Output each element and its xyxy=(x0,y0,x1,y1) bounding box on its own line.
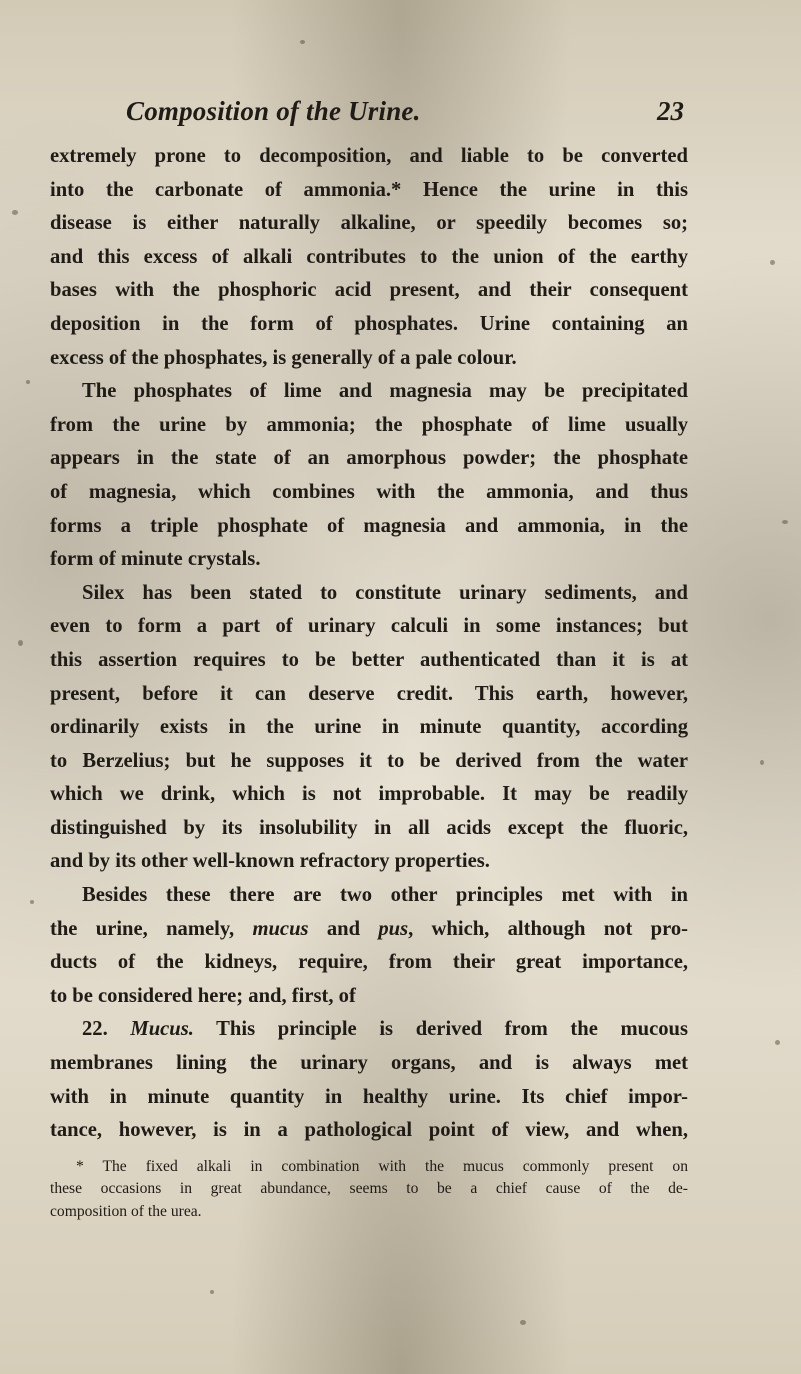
text-line: deposition in the form of phosphates. Urine containing an xyxy=(50,312,688,335)
page-header xyxy=(126,96,684,136)
italic-term-pus: pus xyxy=(378,917,409,940)
foxing-speck xyxy=(12,210,18,215)
text-line: even to form a part of urinary calculi in some instances; but xyxy=(50,615,688,638)
text-line: excess of the phosphates, is generally of a pale colour. xyxy=(50,346,517,369)
foxing-speck xyxy=(775,1040,780,1045)
text-line: with in minute quantity in healthy urine. Its chief impor- xyxy=(50,1085,688,1108)
text-line: present, before it can deserve credit. This earth, however, xyxy=(50,682,688,705)
foxing-speck xyxy=(30,900,34,904)
italic-term-mucus: mucus xyxy=(252,917,309,940)
running-title: Composition of the Urine. xyxy=(126,96,421,126)
text-line: disease is either naturally alkaline, or speedily becomes so; xyxy=(50,212,688,235)
foxing-speck xyxy=(210,1290,214,1294)
foxing-speck xyxy=(300,40,305,44)
footnote-line: these occasions in great abundance, seems to be a chief cause of the de- xyxy=(50,1180,688,1198)
text-line: ordinarily exists in the urine in minute quantity, according xyxy=(50,716,688,739)
footnote-line: composition of the urea. xyxy=(50,1202,202,1220)
section-number: 22. xyxy=(82,1018,131,1041)
text-line: and by its other well-known refractory properties. xyxy=(50,850,490,873)
text-line xyxy=(50,1013,688,1047)
page-number: 23 xyxy=(657,96,684,126)
text-line: ducts of the kidneys, require, from their great importance, xyxy=(50,951,688,974)
text-line: bases with the phosphoric acid present, and their consequent xyxy=(50,279,688,302)
footnote-line: * The fixed alkali in combination with the mucus commonly present on xyxy=(76,1157,688,1175)
text-line: into the carbonate of ammonia.* Hence the urine in this xyxy=(50,178,688,201)
foxing-speck xyxy=(760,760,764,765)
text-line: of magnesia, which combines with the ammonia, and thus xyxy=(50,480,688,503)
text-run: , which, although not pro- xyxy=(408,917,688,940)
section-heading: Mucus. xyxy=(130,1018,194,1041)
text-line: and this excess of alkali contributes to the union of the earthy xyxy=(50,245,688,268)
footnote-gap xyxy=(50,1148,688,1156)
foxing-speck xyxy=(26,380,30,384)
foxing-speck xyxy=(18,640,23,646)
text-line: forms a triple phosphate of magnesia and ammonia, in the xyxy=(50,514,688,537)
text-line: extremely prone to decomposition, and liable to be converted xyxy=(50,145,688,167)
text-run: and xyxy=(308,917,379,940)
text-line: appears in the state of an amorphous powder; the phosphate xyxy=(50,447,688,470)
text-line: Silex has been stated to constitute urinary sediments, and xyxy=(82,581,688,604)
body-text xyxy=(50,140,688,1223)
text-line: Besides these there are two other principles met with in xyxy=(82,884,688,907)
text-line: to be considered here; and, first, of xyxy=(50,984,356,1007)
foxing-speck xyxy=(520,1320,526,1325)
text-line: this assertion requires to be better authenticated than it is at xyxy=(50,648,688,671)
text-line: form of minute crystals. xyxy=(50,548,261,571)
text-line: The phosphates of lime and magnesia may be precipitated xyxy=(82,380,688,403)
foxing-speck xyxy=(782,520,788,524)
text-run: This principle is derived from the mucous xyxy=(193,1018,689,1041)
text-line: membranes lining the urinary organs, and is always met xyxy=(50,1052,688,1075)
text-line: distinguished by its insolubility in all acids except the fluoric, xyxy=(50,816,688,839)
foxing-speck xyxy=(770,260,775,265)
text-line: tance, however, is in a pathological point of view, and when, xyxy=(50,1119,688,1142)
text-line: to Berzelius; but he supposes it to be derived from the water xyxy=(50,749,688,772)
text-line: which we drink, which is not improbable. It may be readily xyxy=(50,783,688,806)
text-line xyxy=(50,913,688,947)
text-line: from the urine by ammonia; the phosphate of lime usually xyxy=(50,413,688,436)
text-run: the urine, namely, xyxy=(50,917,253,940)
